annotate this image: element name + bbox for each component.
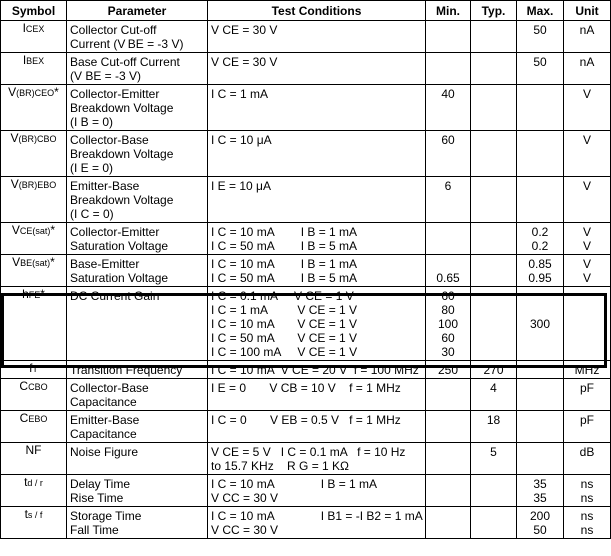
unit-value: pF [579,381,594,395]
symbol-cell [1,475,67,507]
max-cell [517,475,564,507]
max-cell [517,379,564,411]
parameter-line: Breakdown Voltage [70,101,174,115]
parameter-line: Transition Frequency [70,363,183,377]
unit-cell [564,223,611,255]
unit-value: ns [580,523,594,537]
symbol-base: V [12,255,21,269]
test-condition-line: V CC = 30 V [211,491,279,505]
unit-value [567,317,607,331]
parameter-line: Current (V BE = -3 V) [70,37,184,51]
unit-value: V [582,239,591,253]
symbol-base: V [10,177,19,191]
parameter-cell [67,287,208,361]
typ-value: 270 [483,363,504,377]
max-cell [517,223,564,255]
symbol-subscript: (BR)EBO [18,180,57,190]
parameter-line: (I B = 0) [70,115,114,129]
typ-value [474,317,513,331]
unit-cell [564,411,611,443]
typ-cell [471,411,517,443]
symbol-subscript: s / f [27,510,43,520]
parameter-line: Collector Cut-off [70,23,157,37]
test-condition-line: to 15.7 KHz R G = 1 KΩ [211,459,350,473]
table-row [1,177,611,223]
test-condition-line: V CE = 5 V I C = 0.1 mA f = 10 Hz [211,445,406,459]
max-value: 0.95 [528,271,552,285]
min-value: 40 [441,87,455,101]
max-cell [517,411,564,443]
parameter-cell [67,411,208,443]
min-value: 250 [437,363,459,377]
symbol-subscript: CE(sat) [19,226,51,236]
typ-value [474,55,513,69]
max-cell [517,131,564,177]
unit-value: MHz [574,363,600,377]
symbol-cell [1,443,67,475]
header-max: Max. [517,1,564,21]
unit-value: nA [579,23,595,37]
typ-value [474,477,513,491]
symbol-base: NF [25,443,42,457]
min-value: 80 [441,303,455,317]
typ-cell [471,507,517,539]
symbol-subscript: CEX [25,24,45,34]
symbol-subscript: d / r [27,478,43,488]
min-cell [426,255,471,287]
parameter-cell [67,475,208,507]
table-row [1,379,611,411]
unit-value: V [582,133,591,147]
table-row [1,21,611,53]
parameter-line: Delay Time [70,477,131,491]
max-value: 0.85 [528,257,552,271]
parameter-cell [67,507,208,539]
header-symbol: Symbol [1,1,67,21]
typ-value [474,23,513,37]
unit-cell [564,177,611,223]
typ-value [474,133,513,147]
symbol-cell [1,223,67,255]
max-cell [517,287,564,361]
min-value [429,477,467,491]
symbol-cell [1,507,67,539]
symbol-cell [1,21,67,53]
test-condition-line: I C = 10 mA I B1 = -I B2 = 1 mA [211,509,423,523]
symbol-subscript: FE [28,290,41,300]
max-value [520,289,560,303]
symbol-subscript: EBO [28,414,48,424]
min-value [429,523,467,537]
typ-value [474,225,513,239]
typ-cell [471,255,517,287]
symbol-cell [1,287,67,361]
test-condition-line: I E = 10 μA [211,179,271,193]
unit-value: ns [580,509,594,523]
max-value: 0.2 [531,239,549,253]
unit-cell [564,85,611,131]
parameter-line: (I C = 0) [70,207,114,221]
max-cell [517,255,564,287]
test-condition-cell [208,361,426,379]
parameter-cell [67,85,208,131]
unit-value: ns [580,477,594,491]
test-condition-cell [208,21,426,53]
max-value [520,303,560,317]
typ-value [474,331,513,345]
max-cell [517,85,564,131]
unit-cell [564,255,611,287]
unit-value: pF [579,413,594,427]
table-row [1,255,611,287]
unit-value: V [582,225,591,239]
max-value [520,87,560,101]
max-value: 35 [533,491,547,505]
max-value: 50 [533,523,547,537]
min-cell [426,85,471,131]
typ-value [474,303,513,317]
test-condition-cell [208,223,426,255]
symbol-cell [1,85,67,131]
parameter-line: Collector-Base [70,133,149,147]
typ-value [474,289,513,303]
table-header-row [1,1,611,21]
test-condition-cell [208,177,426,223]
symbol-base: I [22,53,27,67]
unit-value [567,289,607,303]
header-unit: Unit [564,1,611,21]
parameter-line: Base Cut-off Current [70,55,180,69]
parameter-cell [67,177,208,223]
header-min: Min. [426,1,471,21]
parameter-cell [67,53,208,85]
symbol-cell [1,177,67,223]
min-value [429,23,467,37]
table-row [1,53,611,85]
typ-cell [471,53,517,85]
max-cell [517,21,564,53]
min-value [429,257,467,271]
test-condition-cell [208,255,426,287]
parameter-line: Storage Time [70,509,142,523]
min-value: 100 [437,317,459,331]
symbol-cell [1,53,67,85]
symbol-cell [1,361,67,379]
test-condition-cell [208,85,426,131]
parameter-line: Breakdown Voltage [70,193,174,207]
header-test-conditions: Test Conditions [208,1,426,21]
unit-cell [564,475,611,507]
test-condition-line: I C = 50 mA I B = 5 mA [211,271,358,285]
typ-value [474,179,513,193]
unit-value [567,331,607,345]
parameter-line: (I E = 0) [70,161,114,175]
symbol-suffix: * [50,223,56,237]
max-value [520,179,560,193]
typ-cell [471,131,517,177]
parameter-cell [67,443,208,475]
typ-cell [471,21,517,53]
min-value [429,381,467,395]
test-condition-line: I C = 10 mA I B = 1 mA [211,477,378,491]
min-cell [426,21,471,53]
min-cell [426,53,471,85]
typ-value: 4 [490,381,497,395]
header-parameter: Parameter [67,1,208,21]
parameter-line: Fall Time [70,523,119,537]
min-value [429,413,467,427]
symbol-base: f [29,361,33,375]
typ-value: 5 [490,445,497,459]
max-value: 35 [533,477,547,491]
test-condition-cell [208,379,426,411]
test-condition-cell [208,507,426,539]
min-cell [426,223,471,255]
test-condition-line: I C = 1 mA V CE = 1 V [211,303,358,317]
symbol-cell [1,411,67,443]
min-cell [426,361,471,379]
symbol-base: V [10,131,19,145]
min-value [429,239,467,253]
unit-value: V [582,87,591,101]
parameter-cell [67,21,208,53]
typ-cell [471,443,517,475]
typ-cell [471,177,517,223]
symbol-subscript: CBO [28,382,48,392]
min-cell [426,379,471,411]
max-value: 200 [529,509,551,523]
typ-value [474,509,513,523]
header-typ: Typ. [471,1,517,21]
parameter-line: Noise Figure [70,445,139,459]
test-condition-line: I C = 10 μA [211,133,272,147]
max-value [520,381,560,395]
test-condition-line: I C = 0 V EB = 0.5 V f = 1 MHz [211,413,401,427]
symbol-suffix: * [40,287,45,301]
unit-cell [564,287,611,361]
max-cell [517,177,564,223]
symbol-subscript: BEX [26,56,45,66]
test-condition-cell [208,131,426,177]
parameter-line: Collector-Emitter [70,87,160,101]
unit-value: V [582,179,591,193]
parameter-line: Saturation Voltage [70,271,169,285]
min-cell [426,411,471,443]
parameter-line: Capacitance [70,395,137,409]
table-row [1,131,611,177]
test-condition-cell [208,287,426,361]
parameter-line: Emitter-Base [70,413,140,427]
typ-cell [471,85,517,131]
unit-value: nA [579,55,595,69]
test-condition-line: I C = 1 mA [211,87,269,101]
test-condition-cell [208,411,426,443]
min-value: 0.65 [436,271,460,285]
typ-cell [471,223,517,255]
max-cell [517,507,564,539]
unit-cell [564,379,611,411]
min-value [429,55,467,69]
max-cell [517,443,564,475]
max-value [520,345,560,359]
unit-value: dB [579,445,595,459]
max-value: 0.2 [531,225,549,239]
symbol-cell [1,131,67,177]
max-cell [517,53,564,85]
typ-value [474,491,513,505]
min-value: 60 [441,133,455,147]
min-value [429,445,467,459]
symbol-base: h [22,287,29,301]
test-condition-cell [208,475,426,507]
symbol-base: V [11,223,20,237]
symbol-cell [1,379,67,411]
symbol-base: I [22,21,26,35]
min-cell [426,131,471,177]
test-condition-line: I C = 10 mA I B = 1 mA [211,257,358,271]
symbol-cell [1,255,67,287]
test-condition-line: I E = 0 V CB = 10 V f = 1 MHz [211,381,401,395]
table-row [1,443,611,475]
table-row [1,223,611,255]
unit-cell [564,361,611,379]
max-value [520,363,560,377]
test-condition-line: V CE = 30 V [211,23,278,37]
table-row [1,411,611,443]
unit-cell [564,507,611,539]
unit-value: ns [580,491,594,505]
parameter-cell [67,223,208,255]
min-value [429,225,467,239]
min-value: 6 [444,179,452,193]
unit-value [567,345,607,359]
typ-value: 18 [486,413,501,427]
unit-value: V [582,257,591,271]
max-value: 50 [533,23,547,37]
parameter-line: Capacitance [70,427,137,441]
min-value: 30 [441,345,455,359]
symbol-subscript: (BR)CBO [18,134,57,144]
typ-value [474,271,513,285]
test-condition-line: I C = 0.1 mA V CE = 1 V [211,289,354,303]
test-condition-cell [208,53,426,85]
symbol-base: t [24,507,28,521]
typ-value [474,239,513,253]
test-condition-line: V CC = 30 V [211,523,279,537]
typ-value [474,87,513,101]
min-value [429,509,467,523]
max-value: 50 [533,55,547,69]
max-value [520,331,560,345]
test-condition-line: I C = 10 mA V CE = 20 V f = 100 MHz [211,363,419,377]
parameter-line: Emitter-Base [70,179,140,193]
unit-value: V [582,271,591,285]
max-value [520,445,560,459]
typ-value [474,523,513,537]
typ-cell [471,361,517,379]
unit-cell [564,131,611,177]
symbol-base: t [24,475,28,489]
parameter-line: (V BE = -3 V) [70,69,142,83]
test-condition-line: I C = 100 mA V CE = 1 V [211,345,358,359]
parameter-line: Base-Emitter [70,257,140,271]
max-cell [517,361,564,379]
test-condition-line: I C = 10 mA I B = 1 mA [211,225,358,239]
typ-cell [471,475,517,507]
typ-cell [471,287,517,361]
symbol-base: V [8,85,17,99]
test-condition-line: I C = 50 mA V CE = 1 V [211,331,358,345]
table-row [1,287,611,361]
typ-cell [471,379,517,411]
max-value [520,413,560,427]
table-row [1,85,611,131]
symbol-base: C [19,411,29,425]
min-value: 60 [441,331,455,345]
symbol-suffix: * [50,255,55,269]
symbol-subscript: T [32,364,38,374]
max-value [520,133,560,147]
unit-value [567,303,607,317]
table-row [1,361,611,379]
min-cell [426,507,471,539]
parameter-cell [67,379,208,411]
unit-cell [564,21,611,53]
table-row [1,507,611,539]
parameter-line: Collector-Base [70,381,149,395]
parameter-line: Rise Time [70,491,124,505]
min-cell [426,475,471,507]
min-cell [426,443,471,475]
parameter-line: Breakdown Voltage [70,147,174,161]
parameter-cell [67,255,208,287]
typ-value [474,345,513,359]
unit-cell [564,53,611,85]
min-value [429,491,467,505]
symbol-suffix: * [54,85,59,99]
table-row [1,475,611,507]
symbol-base: C [19,379,29,393]
test-condition-line: I C = 50 mA I B = 5 mA [211,239,358,253]
unit-cell [564,443,611,475]
parameter-line: DC Current Gain [70,289,160,303]
test-condition-cell [208,443,426,475]
test-condition-line: I C = 10 mA V CE = 1 V [211,317,358,331]
parameter-cell [67,131,208,177]
typ-value [474,257,513,271]
symbol-subscript: (BR)CEO [16,88,55,98]
max-value: 300 [529,317,551,331]
test-condition-line: V CE = 30 V [211,55,278,69]
min-cell [426,177,471,223]
symbol-subscript: BE(sat) [20,258,51,268]
min-cell [426,287,471,361]
parameter-line: Collector-Emitter [70,225,160,239]
min-value: 60 [441,289,455,303]
parameter-cell [67,361,208,379]
parameter-line: Saturation Voltage [70,239,169,253]
